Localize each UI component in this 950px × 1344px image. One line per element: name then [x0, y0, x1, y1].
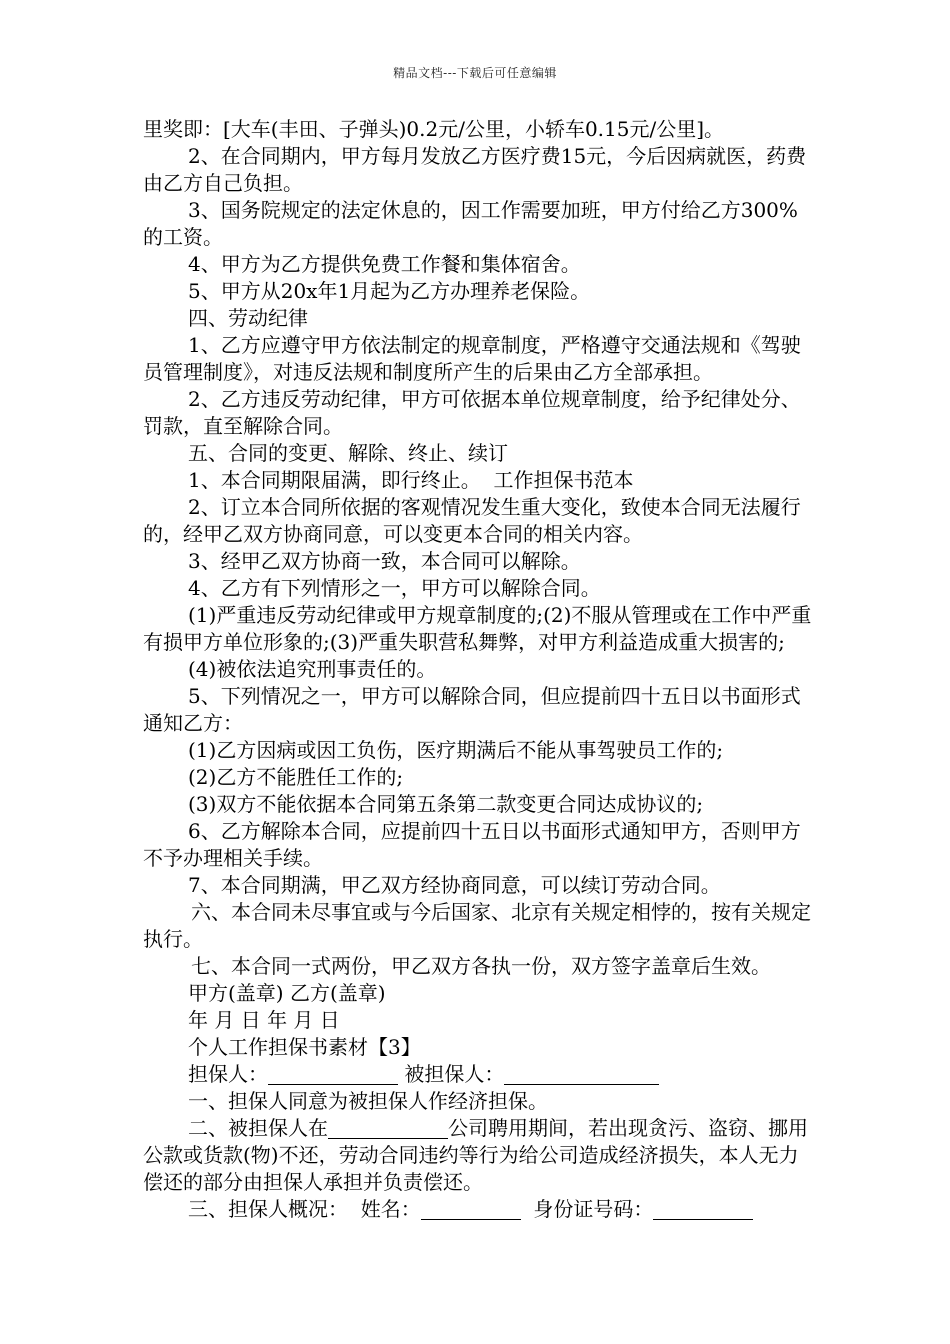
guarantee-clause-2	[143, 1115, 815, 1196]
paragraph-contract-renewal: 7、本合同期满，甲乙双方经协商同意，可以续订劳动合同。	[188, 873, 721, 897]
paragraph-pension-insurance: 5、甲方从20x年1月起为乙方办理养老保险。	[188, 279, 591, 303]
guarantor-label: 担保人：	[188, 1062, 268, 1086]
section-heading-contract-changes: 五、合同的变更、解除、终止、续订	[188, 441, 508, 465]
paragraph-criminal-liability: (4)被依法追究刑事责任的。	[188, 657, 437, 681]
guarantee-parties-line	[143, 1061, 815, 1088]
paragraph-termination-conditions: 4、乙方有下列情形之一，甲方可以解除合同。	[188, 576, 601, 600]
paragraph-mileage-reward: 里奖即：[大车(丰田、子弹头)0.2元/公里，小轿车0.15元/公里]。	[143, 117, 725, 141]
guarantee-clause-3	[143, 1196, 815, 1223]
paragraph-meals-dorm: 4、甲方为乙方提供免费工作餐和集体宿舍。	[188, 252, 581, 276]
guarantee-clause-3-prefix: 三、担保人概况： 姓名：	[188, 1197, 421, 1221]
guaranteed-label: 被担保人：	[398, 1062, 505, 1086]
guaranteed-name-blank	[504, 1064, 659, 1085]
company-name-blank	[328, 1118, 448, 1139]
paragraph-medical-fee: 2、在合同期内，甲方每月发放乙方医疗费15元，今后因病就医，药费由乙方自己负担。	[143, 144, 807, 195]
signature-dates: 年 月 日 年 月 日	[188, 1008, 340, 1032]
paragraph-unresolved-matters: 六、本合同未尽事宜或与今后国家、北京有关规定相悖的，按有关规定执行。	[143, 900, 811, 951]
guarantee-clause-2-suffix: 公司聘用期间，若出现贪污、盗窃、挪用公款或货款(物)不还，劳动合同违约等行为给公司造成经济损失，本人无力偿还的部分由担保人承担并负责偿还。	[143, 1116, 808, 1194]
guarantee-clause-1: 一、担保人同意为被担保人作经济担保。	[188, 1089, 548, 1113]
id-number-label: 身份证号码：	[520, 1197, 654, 1221]
guarantee-clause-2-prefix: 二、被担保人在	[188, 1116, 328, 1140]
section-heading-labor-discipline: 四、劳动纪律	[188, 306, 308, 330]
paragraph-notice-item-2: (2)乙方不能胜任工作的;	[188, 765, 404, 789]
paragraph-notice-termination: 5、下列情况之一，甲方可以解除合同，但应提前四十五日以书面形式通知乙方：	[143, 684, 801, 735]
paragraph-overtime-pay: 3、国务院规定的法定休息的，因工作需要加班，甲方付给乙方300%的工资。	[143, 198, 798, 249]
section-title-guarantee: 个人工作担保书素材【3】	[188, 1035, 421, 1059]
paragraph-copies-effect: 七、本合同一式两份，甲乙双方各执一份，双方签字盖章后生效。	[191, 954, 771, 978]
paragraph-obey-rules: 1、乙方应遵守甲方依法制定的规章制度，严格遵守交通法规和《驾驶员管理制度》，对违反法规和制度所产生的后果由乙方全部承担。	[143, 333, 801, 384]
guarantor-name-blank	[268, 1064, 398, 1085]
paragraph-contract-expiry: 1、本合同期限届满，即行终止。 工作担保书范本	[188, 468, 634, 492]
paragraph-discipline-violation: 2、乙方违反劳动纪律，甲方可依据本单位规章制度，给予纪律处分、罚款，直至解除合同。	[143, 387, 801, 438]
paragraph-employee-resignation: 6、乙方解除本合同，应提前四十五日以书面形式通知甲方，否则甲方不予办理相关手续。	[143, 819, 801, 870]
document-body	[143, 116, 815, 1223]
paragraph-notice-item-3: (3)双方不能依据本合同第五条第二款变更合同达成协议的;	[188, 792, 704, 816]
guarantor-name-field-blank	[421, 1199, 521, 1220]
paragraph-notice-item-1: (1)乙方因病或因工负伤，医疗期满后不能从事驾驶员工作的;	[188, 738, 724, 762]
paragraph-termination-items: (1)严重违反劳动纪律或甲方规章制度的;(2)不服从管理或在工作中严重有损甲方单位形象的;(3)严重失职营私舞弊，对甲方利益造成重大损害的;	[143, 603, 812, 654]
paragraph-contract-modification: 2、订立本合同所依据的客观情况发生重大变化，致使本合同无法履行的，经甲乙双方协商同意，可以变更本合同的相关内容。	[143, 495, 801, 546]
id-number-blank	[653, 1199, 753, 1220]
page-header: 精品文档---下载后可任意编辑	[393, 66, 557, 80]
paragraph-mutual-termination: 3、经甲乙双方协商一致，本合同可以解除。	[188, 549, 581, 573]
signature-parties: 甲方(盖章) 乙方(盖章)	[188, 981, 386, 1005]
